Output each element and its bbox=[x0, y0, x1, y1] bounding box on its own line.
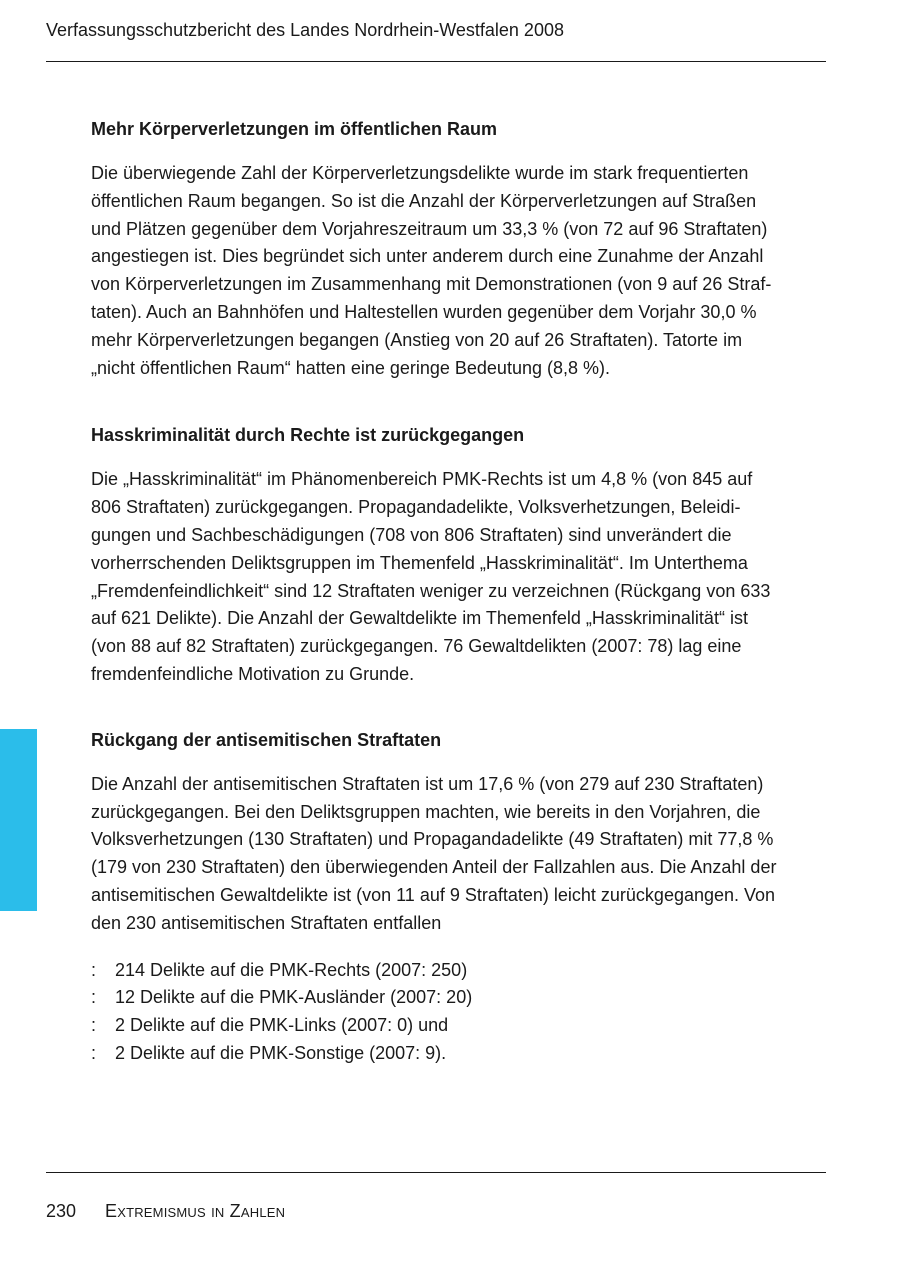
text-line: Die „Hasskriminalität“ im Phänomenbereich PMK-Rechts ist um 4,8 % (von 845 auf bbox=[91, 469, 753, 490]
list-item-text: 214 Delikte auf die PMK-Rechts (2007: 250) bbox=[115, 959, 468, 980]
text-line: auf 621 Delikte). Die Anzahl der Gewaltdelikte im Themenfeld „Hasskriminalität“ ist bbox=[91, 608, 748, 629]
text-line: (von 88 auf 82 Straftaten) zurückgegangen. 76 Gewaltdelikten (2007: 78) lag eine bbox=[91, 636, 742, 657]
list-item-text: 2 Delikte auf die PMK-Links (2007: 0) und bbox=[115, 1015, 449, 1036]
text-line: zurückgegangen. Bei den Deliktsgruppen machten, wie bereits in den Vorjahren, die bbox=[91, 801, 761, 822]
section-koerperverletzungen bbox=[91, 116, 831, 382]
text-line: gungen und Sachbeschädigungen (708 von 806 Straftaten) sind unverändert die bbox=[91, 524, 732, 545]
text-line: von Körperverletzungen im Zusammenhang mit Demonstrationen (von 9 auf 26 Straf- bbox=[91, 274, 772, 295]
section-paragraph bbox=[91, 466, 831, 688]
text-line: Die Anzahl der antisemitischen Straftaten ist um 17,6 % (von 279 auf 230 Straftaten) bbox=[91, 773, 764, 794]
section-heading: Hasskriminalität durch Rechte ist zurückgegangen bbox=[91, 425, 525, 446]
section-hasskriminalitaet bbox=[91, 422, 831, 688]
text-line: vorherrschenden Deliktsgruppen im Themenfeld „Hasskriminalität“. Im Unterthema bbox=[91, 552, 748, 573]
list-bullet: : bbox=[91, 1042, 97, 1063]
header-rule bbox=[46, 61, 826, 62]
text-line: 806 Straftaten) zurückgegangen. Propagandadelikte, Volksverhetzungen, Beleidi- bbox=[91, 497, 741, 518]
section-heading: Rückgang der antisemitischen Straftaten bbox=[91, 729, 442, 750]
list-bullet: : bbox=[91, 987, 97, 1008]
list-item bbox=[91, 957, 831, 985]
text-line: mehr Körperverletzungen begangen (Anstieg von 20 auf 26 Straftaten). Tatorte im bbox=[91, 329, 743, 350]
text-line: taten). Auch an Bahnhöfen und Haltestellen wurden gegenüber dem Vorjahr 30,0 % bbox=[91, 301, 757, 322]
section-antisemitische-straftaten bbox=[91, 727, 831, 1068]
text-line: fremdenfeindliche Motivation zu Grunde. bbox=[91, 663, 415, 684]
running-header: Verfassungsschutzbericht des Landes Nordrhein-Westfalen 2008 bbox=[46, 20, 564, 40]
text-line: Die überwiegende Zahl der Körperverletzungsdelikte wurde im stark frequentierten bbox=[91, 163, 749, 183]
text-line: angestiegen ist. Dies begründet sich unter anderem durch eine Zunahme der Anzahl bbox=[91, 246, 764, 267]
text-line: öffentlichen Raum begangen. So ist die Anzahl der Körperverletzungen auf Straßen bbox=[91, 190, 757, 211]
list-bullet: : bbox=[91, 959, 97, 980]
list-item bbox=[91, 984, 831, 1012]
chapter-marker-tab bbox=[0, 729, 37, 911]
text-line: und Plätzen gegenüber dem Vorjahreszeitraum um 33,3 % (von 72 auf 96 Straftaten) bbox=[91, 218, 768, 239]
text-line: (179 von 230 Straftaten) den überwiegenden Anteil der Fallzahlen aus. Die Anzahl der bbox=[91, 857, 777, 878]
delikte-list bbox=[91, 957, 831, 1068]
list-bullet: : bbox=[91, 1015, 97, 1036]
text-line: „nicht öffentlichen Raum“ hatten eine geringe Bedeutung (8,8 %). bbox=[91, 357, 610, 378]
footer-section-title: Extremismus in Zahlen bbox=[105, 1201, 286, 1221]
text-line: „Fremdenfeindlichkeit“ sind 12 Straftaten weniger zu verzeichnen (Rückgang von 633 bbox=[91, 580, 771, 601]
list-item bbox=[91, 1012, 831, 1040]
section-heading: Mehr Körperverletzungen im öffentlichen Raum bbox=[91, 119, 498, 139]
list-item-text: 12 Delikte auf die PMK-Ausländer (2007: 20) bbox=[115, 987, 473, 1008]
page-number: 230 bbox=[46, 1201, 77, 1221]
text-line: antisemitischen Gewaltdelikte ist (von 11 auf 9 Straftaten) leicht zurückgegangen. Von bbox=[91, 884, 776, 905]
text-line: Volksverhetzungen (130 Straftaten) und Propagandadelikte (49 Straftaten) mit 77,8 % bbox=[91, 829, 774, 850]
list-item bbox=[91, 1040, 831, 1068]
section-paragraph bbox=[91, 771, 831, 938]
list-item-text: 2 Delikte auf die PMK-Sonstige (2007: 9). bbox=[115, 1042, 447, 1063]
page-content bbox=[91, 116, 831, 1108]
text-line: den 230 antisemitischen Straftaten entfallen bbox=[91, 912, 442, 933]
footer-rule bbox=[46, 1172, 826, 1173]
section-paragraph bbox=[91, 160, 831, 382]
